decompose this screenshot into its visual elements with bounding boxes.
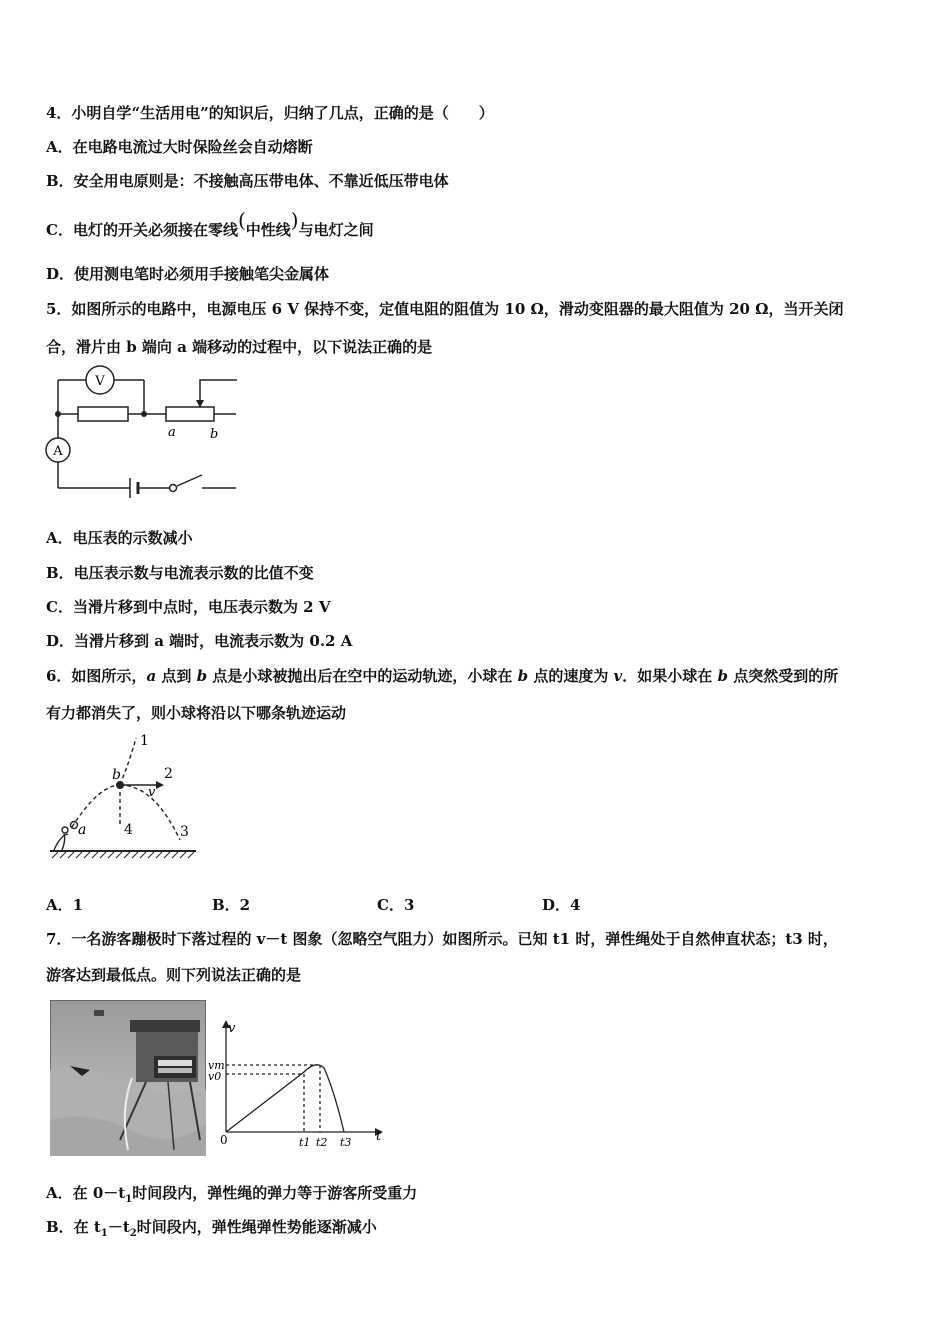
q6-var-a: a [146, 667, 157, 685]
graph-v0-label: v0 [208, 1070, 222, 1083]
q7-option-b [46, 1217, 377, 1244]
q4-option-a: A．在电路电流过大时保险丝会自动熔断 [46, 138, 313, 156]
q6-stem-line2: 有力都消失了，则小球将沿以下哪条轨迹运动 [46, 704, 347, 722]
q6-trajectory-figure [44, 730, 204, 860]
q7-option-b-post: 时间段内，弹性绳弹性势能逐渐减小 [136, 1218, 377, 1236]
q6-option-c: C．3 [377, 896, 415, 914]
q6-var-v: v [613, 667, 623, 685]
velocity-label: v [148, 785, 156, 800]
voltmeter-label: V [95, 374, 105, 389]
q5-stem-line2: 合，滑片由 b 端向 a 端移动的过程中，以下说法正确的是 [46, 338, 433, 356]
q7-option-b-pre: B．在 t [46, 1218, 101, 1236]
ammeter-label: A [53, 444, 63, 459]
q6-stem-line1 [46, 666, 838, 686]
q4-option-c-pre: C．电灯的开关必须接在零线 [46, 221, 238, 239]
q7-option-a [46, 1183, 417, 1210]
q6-stem-part2: 点到 [156, 667, 197, 685]
graph-t1-label: t1 [299, 1136, 311, 1149]
q5-option-d: D．当滑片移到 a 端时，电流表示数为 0.2 A [46, 632, 353, 650]
rheostat-end-b: b [210, 427, 219, 442]
q7-option-b-mid: －t [107, 1218, 130, 1236]
graph-t2-label: t2 [316, 1136, 328, 1149]
q4-option-c: C．电灯的开关必须接在零线(中性线)与电灯之间 [46, 208, 374, 239]
q4-stem: 4．小明自学“生活用电”的知识后，归纳了几点，正确的是（ ） [46, 104, 494, 122]
q6-stem-part1: 6．如图所示， [46, 667, 147, 685]
graph-t-axis-label: t [376, 1129, 382, 1144]
q6-stem-part3: 点是小球被抛出后在空中的运动轨迹，小球在 [207, 667, 518, 685]
q7-option-b-sub1: 1 [100, 1228, 108, 1239]
q5-option-c: C．当滑片移到中点时，电压表示数为 2 V [46, 598, 331, 616]
q6-option-d: D．4 [542, 896, 581, 914]
graph-t3-label: t3 [340, 1136, 352, 1149]
q7-stem-line1: 7．一名游客蹦极时下落过程的 v－t 图象（忽略空气阻力）如图所示。已知 t1 时，弹性绳处于自然伸直状态；t3 时， [46, 930, 838, 948]
trajectory-2-label: 2 [164, 766, 173, 782]
q7-stem-line2: 游客达到最低点。则下列说法正确的是 [46, 966, 302, 984]
q6-stem-part5: ．如果小球在 [622, 667, 718, 685]
trajectory-3-label: 3 [180, 824, 189, 840]
q4-option-b: B．安全用电原则是：不接触高压带电体、不靠近低压带电体 [46, 172, 449, 190]
q6-var-b: b [196, 667, 208, 685]
q7-option-a-post: 时间段内，弹性绳的弹力等于游客所受重力 [132, 1184, 418, 1202]
q4-option-c-post: 与电灯之间 [298, 221, 374, 239]
trajectory-4-label: 4 [124, 822, 133, 838]
q6-option-b: B．2 [212, 896, 251, 914]
graph-v-axis-label: v [228, 1021, 236, 1036]
q5-circuit-figure [42, 364, 242, 504]
q7-option-b-sub2: 2 [129, 1228, 137, 1239]
bungee-photo [50, 1000, 206, 1156]
q6-var-b3: b [717, 667, 728, 685]
q7-option-a-pre: A．在 0－t [46, 1184, 126, 1202]
graph-vm-label: vm [208, 1059, 225, 1072]
graph-origin-label: 0 [220, 1133, 228, 1147]
q6-option-a: A．1 [46, 896, 84, 914]
q6-stem-part4: 点的速度为 [528, 667, 614, 685]
q6-stem-part6: 点突然受到的所 [728, 667, 839, 685]
point-b-label: b [112, 767, 121, 783]
rheostat-end-a: a [168, 425, 176, 440]
point-a-label: a [78, 822, 87, 838]
trajectory-1-label: 1 [140, 733, 149, 749]
q5-option-b: B．电压表示数与电流表示数的比值不变 [46, 564, 314, 582]
q4-option-c-mid: 中性线 [245, 221, 291, 239]
q7-vt-graph [208, 1010, 388, 1160]
q5-option-a: A．电压表的示数减小 [46, 529, 193, 547]
q4-option-d: D．使用测电笔时必须用手接触笔尖金属体 [46, 265, 330, 283]
q5-stem-line1: 5．如图所示的电路中，电源电压 6 V 保持不变，定值电阻的阻值为 10 Ω，滑动变阻器的最大阻值为 20 Ω，当开关闭 [46, 300, 844, 318]
q7-option-a-sub: 1 [125, 1194, 133, 1205]
q6-var-b2: b [517, 667, 529, 685]
